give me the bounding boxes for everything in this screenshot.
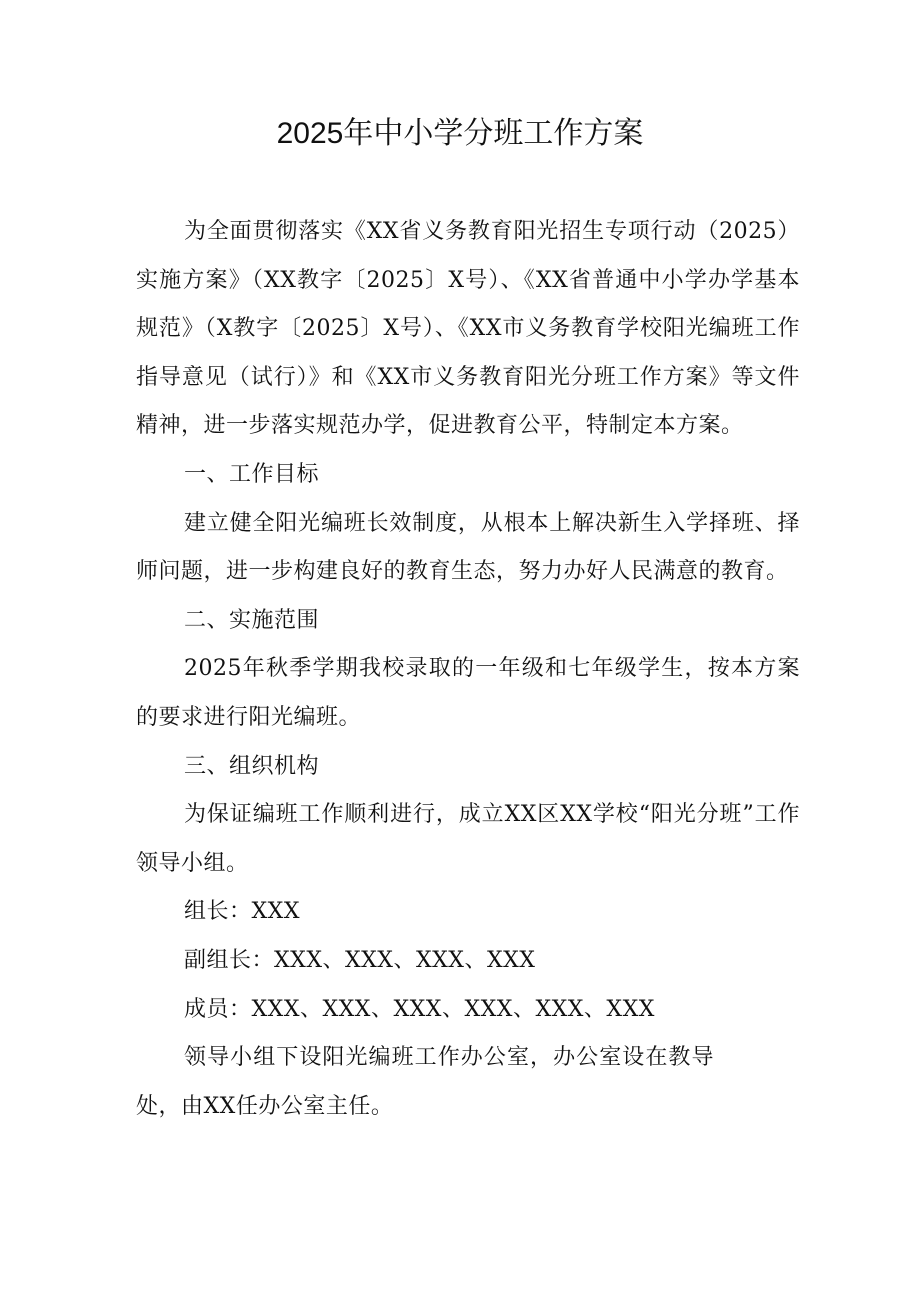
office-paragraph: 领导小组下设阳光编班工作办公室，办公室设在教导处，由XX任办公室主任。 bbox=[136, 1045, 714, 1119]
intro-paragraph: 为全面贯彻落实《XX省义务教育阳光招生专项行动（2025）实施方案》（XX教字〔2025〕X号）、《XX省普通中小学办学基本规范》（X教字〔2025〕X号）、《XX市义务教育学校阳光编班工作指导意见（试行）》和《XX市义务教育阳光分班工作方案》等文件精神，进一步落实规范办学，促进教育公平，特制定本方案。 bbox=[136, 219, 800, 439]
scope-paragraph: 2025年秋季学期我校录取的一年级和七年级学生，按本方案的要求进行阳光编班。 bbox=[136, 656, 800, 730]
section-heading-work-goals: 一、工作目标 bbox=[184, 461, 320, 487]
section-heading-organization: 三、组织机构 bbox=[184, 753, 320, 779]
document-title: 2025年中小学分班工作方案 bbox=[276, 117, 644, 150]
members-line: 成员：XXX、XXX、XXX、XXX、XXX、XXX bbox=[184, 996, 655, 1022]
work-goals-paragraph: 建立健全阳光编班长效制度，从根本上解决新生入学择班、择师问题，进一步构建良好的教育生态，努力办好人民满意的教育。 bbox=[136, 510, 800, 585]
section-heading-scope: 二、实施范围 bbox=[184, 607, 320, 633]
organization-paragraph: 为保证编班工作顺利进行，成立XX区XX学校“阳光分班”工作领导小组。 bbox=[136, 802, 800, 876]
deputy-leaders-line: 副组长：XXX、XXX、XXX、XXX bbox=[184, 947, 536, 973]
group-leader-line: 组长：XXX bbox=[184, 899, 300, 925]
document-body bbox=[136, 208, 800, 1131]
